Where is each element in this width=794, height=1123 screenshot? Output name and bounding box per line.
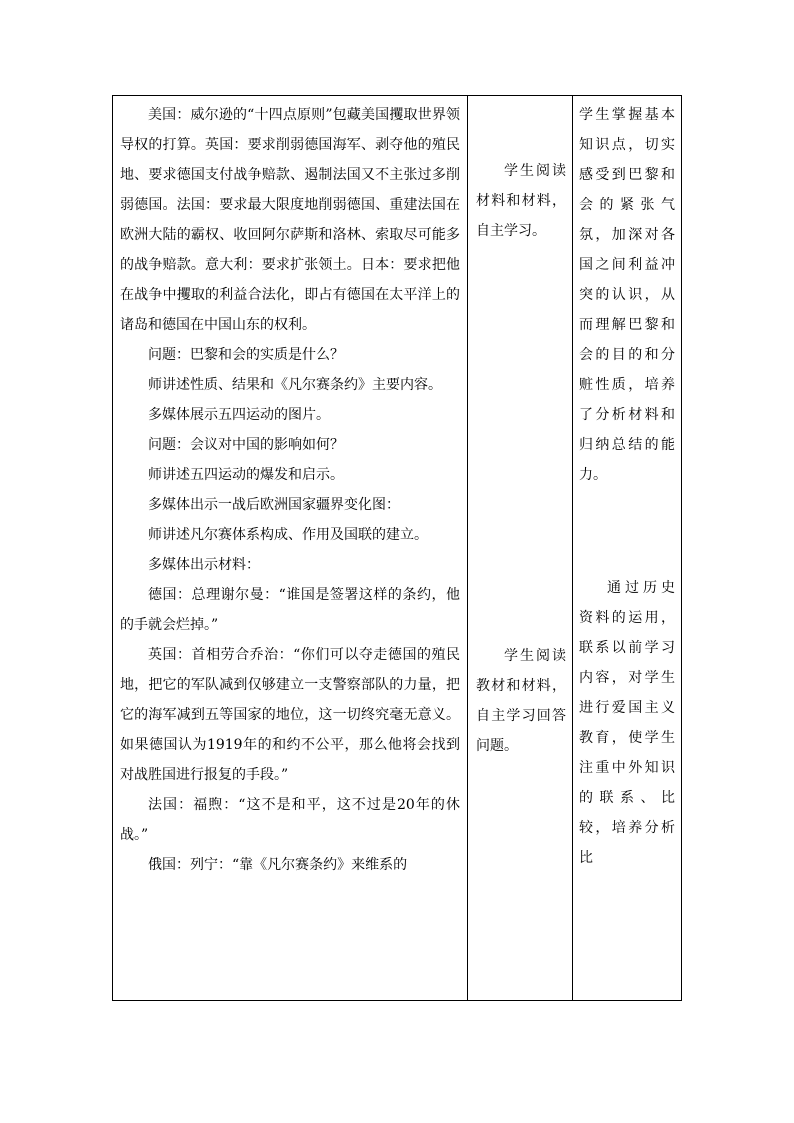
- design-intent-2: 通过历史资料的运用，联系以前学习内容，对学生进行爱国主义教育，使学生注重中外知识的联系、比较，培养分析比: [579, 580, 675, 866]
- student-activity-cell: [468, 96, 573, 1001]
- lesson-plan-table: [112, 95, 682, 1001]
- question-impact-paragraph: 问题：会议对中国的影响如何？: [148, 437, 344, 453]
- teaching-process-content: [113, 96, 467, 880]
- germany-quote-paragraph: 德国：总理谢尔曼：“谁国是签署这样的条约，他的手就会烂掉。”: [120, 587, 460, 633]
- media-materials-paragraph: 多媒体出示材料：: [148, 557, 260, 573]
- teacher-narration-paragraph: 师讲述性质、结果和《凡尔赛条约》主要内容。: [148, 377, 442, 393]
- student-activity-content: [468, 156, 572, 761]
- france-quote-paragraph: 法国：福煦：“这不是和平，这不过是20年的休战。”: [120, 797, 460, 843]
- student-activity-1: 学生阅读材料和材料，自主学习。: [476, 163, 566, 239]
- question-essence-paragraph: 问题：巴黎和会的实质是什么？: [148, 347, 344, 363]
- student-activity-2: 学生阅读教材和材料，自主学习回答问题。: [476, 648, 566, 754]
- teaching-process-cell: [113, 96, 468, 1001]
- design-intent-cell: [573, 96, 682, 1001]
- teacher-may-fourth-paragraph: 师讲述五四运动的爆发和启示。: [148, 467, 344, 483]
- russia-quote-paragraph: 俄国：列宁：“靠《凡尔赛条约》来维系的: [148, 857, 408, 873]
- design-intent-content: [573, 96, 681, 873]
- britain-quote-paragraph: 英国：首相劳合乔治：“你们可以夺走德国的殖民地，把它的军队减到仅够建立一支警察部队的力量，把它的海军减到五等国家的地位，这一切终究毫无意义。如果德国认为1919年的和约不公平，那么他将会找到对战胜国进行报复的手段。”: [120, 647, 460, 783]
- media-may-fourth-paragraph: 多媒体展示五四运动的图片。: [148, 407, 330, 423]
- design-intent-1: 学生掌握基本知识点，切实感受到巴黎和会的紧张气氛，加深对各国之间利益冲突的认识，从而理解巴黎和会的目的和分赃性质，培养了分析材料和归纳总结的能力。: [579, 107, 675, 483]
- materials-paragraph: 美国：威尔逊的“十四点原则”包藏美国攫取世界领导权的打算。英国：要求削弱德国海军、剥夺他的殖民地、要求德国支付战争赔款、遏制法国又不主张过多削弱德国。法国：要求最大限度地削弱德国、重建法国在欧洲大陆的霸权、收回阿尔萨斯和洛林、索取尽可能多的战争赔款。意大利：要求扩张领土。日本：要求把他在战争中攫取的利益合法化，即占有德国在太平洋上的诸岛和德国在中国山东的权利。: [120, 107, 460, 333]
- teacher-versailles-paragraph: 师讲述凡尔赛体系构成、作用及国联的建立。: [148, 527, 428, 543]
- media-map-paragraph: 多媒体出示一战后欧洲国家疆界变化图：: [148, 497, 400, 513]
- table-row: [113, 96, 682, 1001]
